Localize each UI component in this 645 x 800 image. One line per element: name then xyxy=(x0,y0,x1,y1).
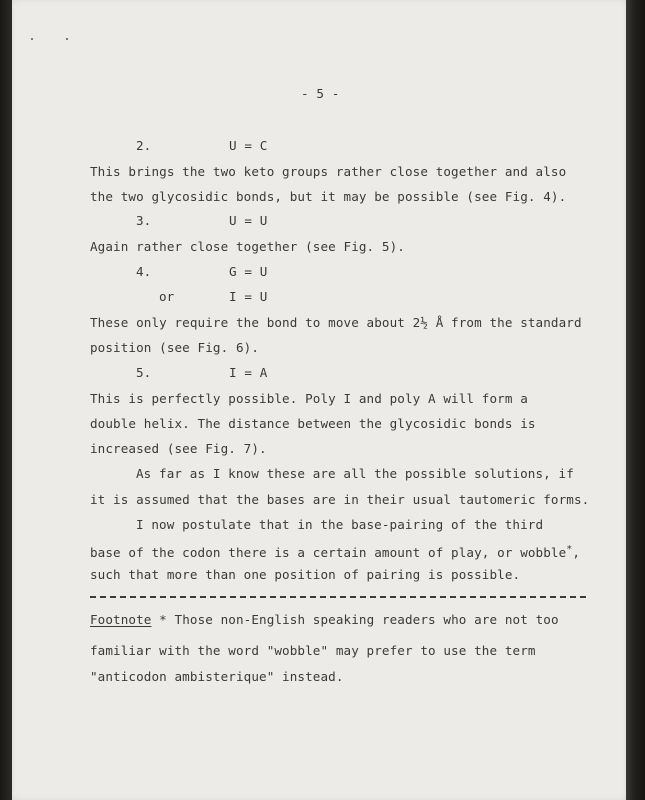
base-pair: I = A xyxy=(229,365,268,380)
paper-speck xyxy=(31,38,33,40)
item-number: 2. xyxy=(136,138,152,153)
wobble-marker: * xyxy=(566,544,573,555)
base-pair: U = U xyxy=(229,213,268,228)
paragraph-line: such that more than one position of pairing is possible. xyxy=(90,567,521,582)
paragraph-line: These only require the bond to move about 2½ Å from the standard xyxy=(90,315,582,330)
base-pair: U = C xyxy=(229,138,268,153)
footnote-marker: * xyxy=(159,612,167,627)
footnote-line: familiar with the word "wobble" may prefer to use the term xyxy=(90,643,536,658)
wobble-text: base of the codon there is a certain amount of play, or wobble xyxy=(90,545,567,561)
footnote-line: "anticodon ambisterique" instead. xyxy=(90,669,344,684)
paragraph-line: it is assumed that the bases are in their usual tautomeric forms. xyxy=(90,492,590,507)
paragraph-line: double helix. The distance between the glycosidic bonds is xyxy=(90,416,536,431)
item-number: 3. xyxy=(136,213,152,228)
scan-left-edge xyxy=(0,0,12,800)
paragraph-line: Again rather close together (see Fig. 5). xyxy=(90,239,405,254)
footnote-label: Footnote xyxy=(90,612,152,627)
page-number: - 5 - xyxy=(301,86,340,101)
paragraph-line: position (see Fig. 6). xyxy=(90,340,260,355)
scan-right-edge xyxy=(626,0,645,800)
paragraph-line: I now postulate that in the base-pairing of the third xyxy=(136,517,544,532)
paragraph-line: This is perfectly possible. Poly I and poly A will form a xyxy=(90,391,528,406)
footnote-line xyxy=(90,612,559,628)
paragraph-line: As far as I know these are all the possible solutions, if xyxy=(136,466,574,481)
footnote-text: Those non-English speaking readers who are not too xyxy=(174,612,559,627)
paragraph-line xyxy=(90,542,580,561)
item-number: 5. xyxy=(136,365,152,380)
or-label: or xyxy=(159,289,175,304)
paper-speck xyxy=(66,38,68,40)
item-number: 4. xyxy=(136,264,152,279)
wobble-comma: , xyxy=(572,545,581,561)
footnote-divider xyxy=(90,596,586,598)
base-pair: I = U xyxy=(229,289,268,304)
base-pair: G = U xyxy=(229,264,268,279)
paragraph-line: the two glycosidic bonds, but it may be possible (see Fig. 4). xyxy=(90,189,567,204)
paragraph-line: This brings the two keto groups rather close together and also xyxy=(90,164,567,179)
paragraph-line: increased (see Fig. 7). xyxy=(90,441,267,456)
